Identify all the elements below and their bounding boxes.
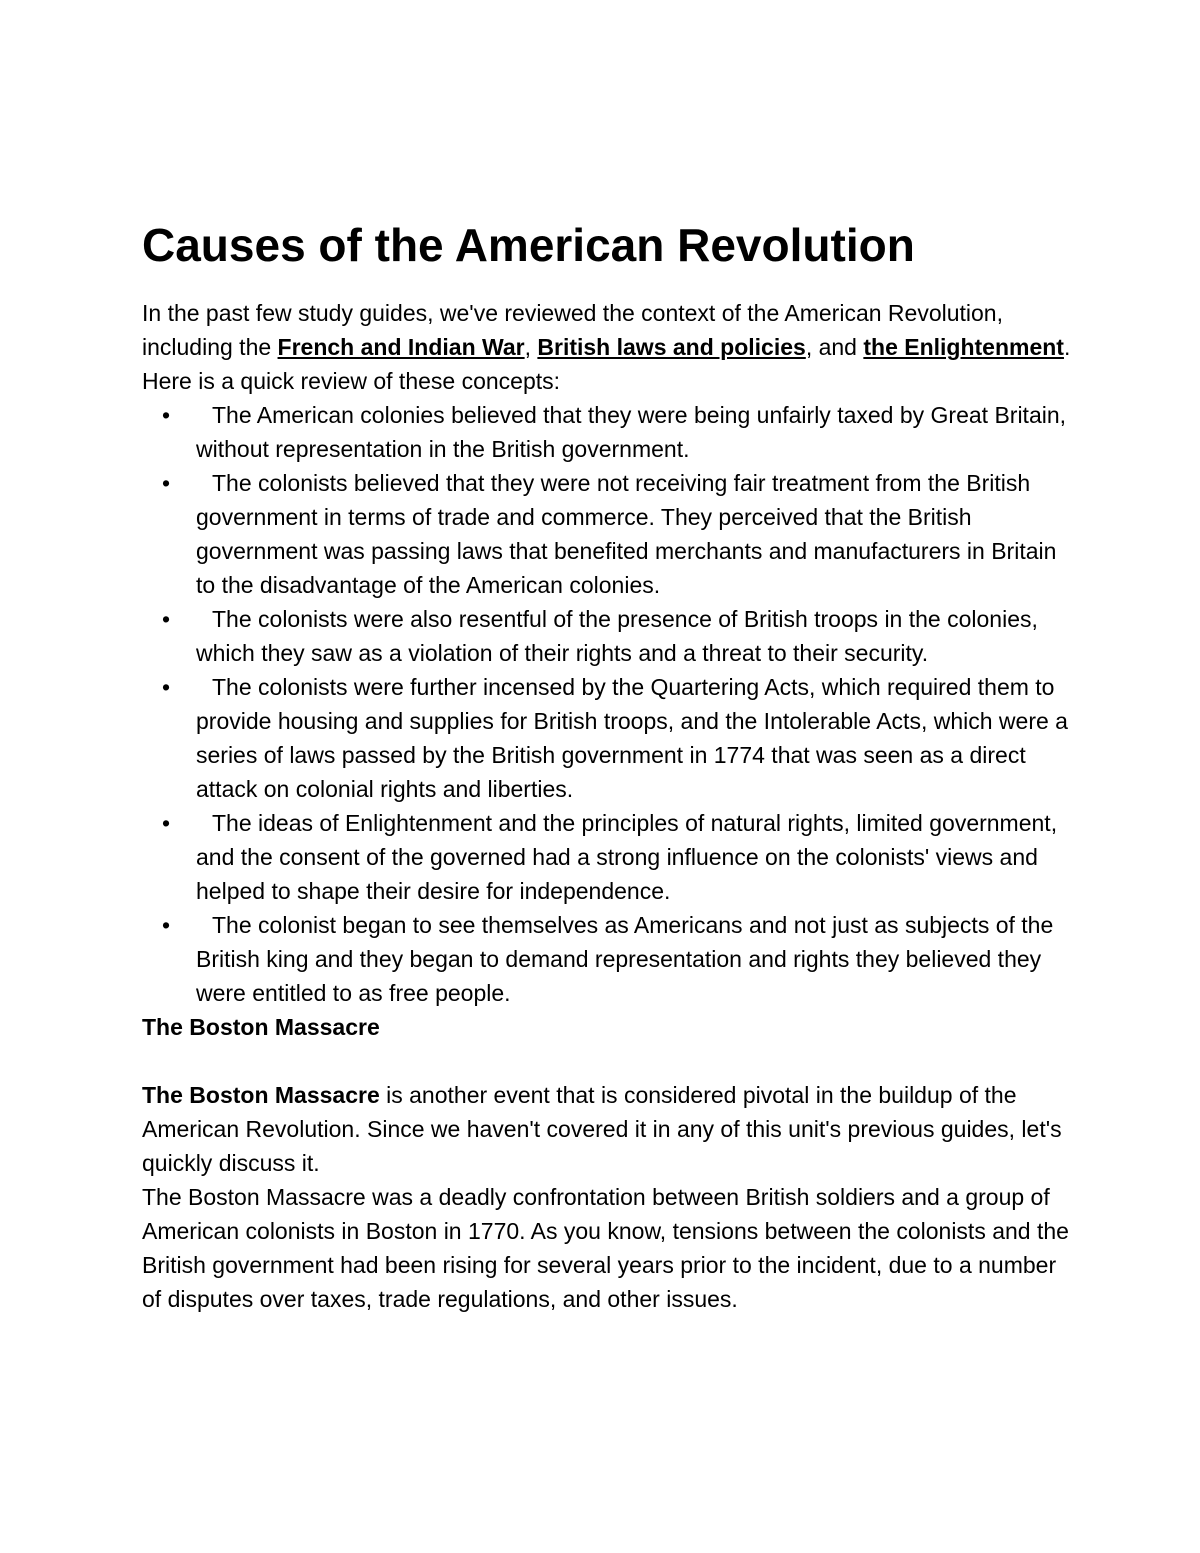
- bullet-icon: •: [161, 810, 171, 836]
- document-page: [142, 219, 1072, 1316]
- section-heading-boston-massacre: The Boston Massacre: [142, 1014, 380, 1040]
- bullet-icon: •: [161, 606, 171, 632]
- bullet-icon: •: [161, 674, 171, 700]
- bullet-icon: •: [161, 470, 171, 496]
- bullet-icon: •: [161, 402, 171, 428]
- list-item-text: The colonists believed that they were not receiving fair treatment from the British government in terms of trade and commerce. They perceived that the British government was passing laws that benefited merchants and manufacturers in Britain to the disadvantage of the American colonies.: [196, 470, 1057, 598]
- intro-separator-1: ,: [524, 334, 538, 360]
- link-british-laws-and-policies[interactable]: British laws and policies: [537, 334, 806, 360]
- blank-line: [142, 1044, 1072, 1078]
- boston-massacre-paragraph-1: [142, 1078, 1072, 1180]
- list-item-text: The colonist began to see themselves as Americans and not just as subjects of the British king and they began to demand representation and rights they believed they were entitled to as free people.: [196, 912, 1054, 1006]
- intro-text-end: . Here is a quick review of these concepts:: [142, 334, 1071, 394]
- list-item-text: The colonists were further incensed by the Quartering Acts, which required them to provide housing and supplies for British troops, and the Intolerable Acts, which were a series of laws passed by the British government in 1774 that was seen as a direct attack on colonial rights and liberties.: [196, 674, 1068, 802]
- list-item: [142, 398, 1072, 466]
- list-item: [142, 602, 1072, 670]
- list-item: [142, 908, 1072, 1010]
- boston-massacre-lead: The Boston Massacre: [142, 1082, 380, 1108]
- list-item: [142, 806, 1072, 908]
- link-french-and-indian-war[interactable]: French and Indian War: [277, 334, 525, 360]
- list-item-text: The American colonies believed that they were being unfairly taxed by Great Britain, without representation in the British government.: [196, 402, 1067, 462]
- intro-text-start: In the past few study guides, we've reviewed the context of the American Revolution, including the: [142, 300, 1003, 360]
- boston-massacre-para1-text: is another event that is considered pivotal in the buildup of the American Revolution. Since we haven't covered it in any of this unit's previous guides, let's quickly discuss it.: [142, 1082, 1062, 1176]
- boston-massacre-paragraph-2: The Boston Massacre was a deadly confrontation between British soldiers and a group of American colonists in Boston in 1770. As you know, tensions between the colonists and the British government had been rising for several years prior to the incident, due to a number of disputes over taxes, trade regulations, and other issues.: [142, 1184, 1069, 1312]
- list-item-text: The ideas of Enlightenment and the principles of natural rights, limited government, and the consent of the governed had a strong influence on the colonists' views and helped to shape their desire for independence.: [196, 810, 1058, 904]
- list-item: [142, 670, 1072, 806]
- list-item-text: The colonists were also resentful of the presence of British troops in the colonies, which they saw as a violation of their rights and a threat to their security.: [196, 606, 1038, 666]
- link-the-enlightenment[interactable]: the Enlightenment: [863, 334, 1064, 360]
- page-title: Causes of the American Revolution: [142, 219, 915, 271]
- intro-paragraph: [142, 296, 1072, 398]
- causes-bullet-list: [142, 398, 1072, 1010]
- list-item: [142, 466, 1072, 602]
- intro-separator-2: , and: [805, 334, 864, 360]
- bullet-icon: •: [161, 912, 171, 938]
